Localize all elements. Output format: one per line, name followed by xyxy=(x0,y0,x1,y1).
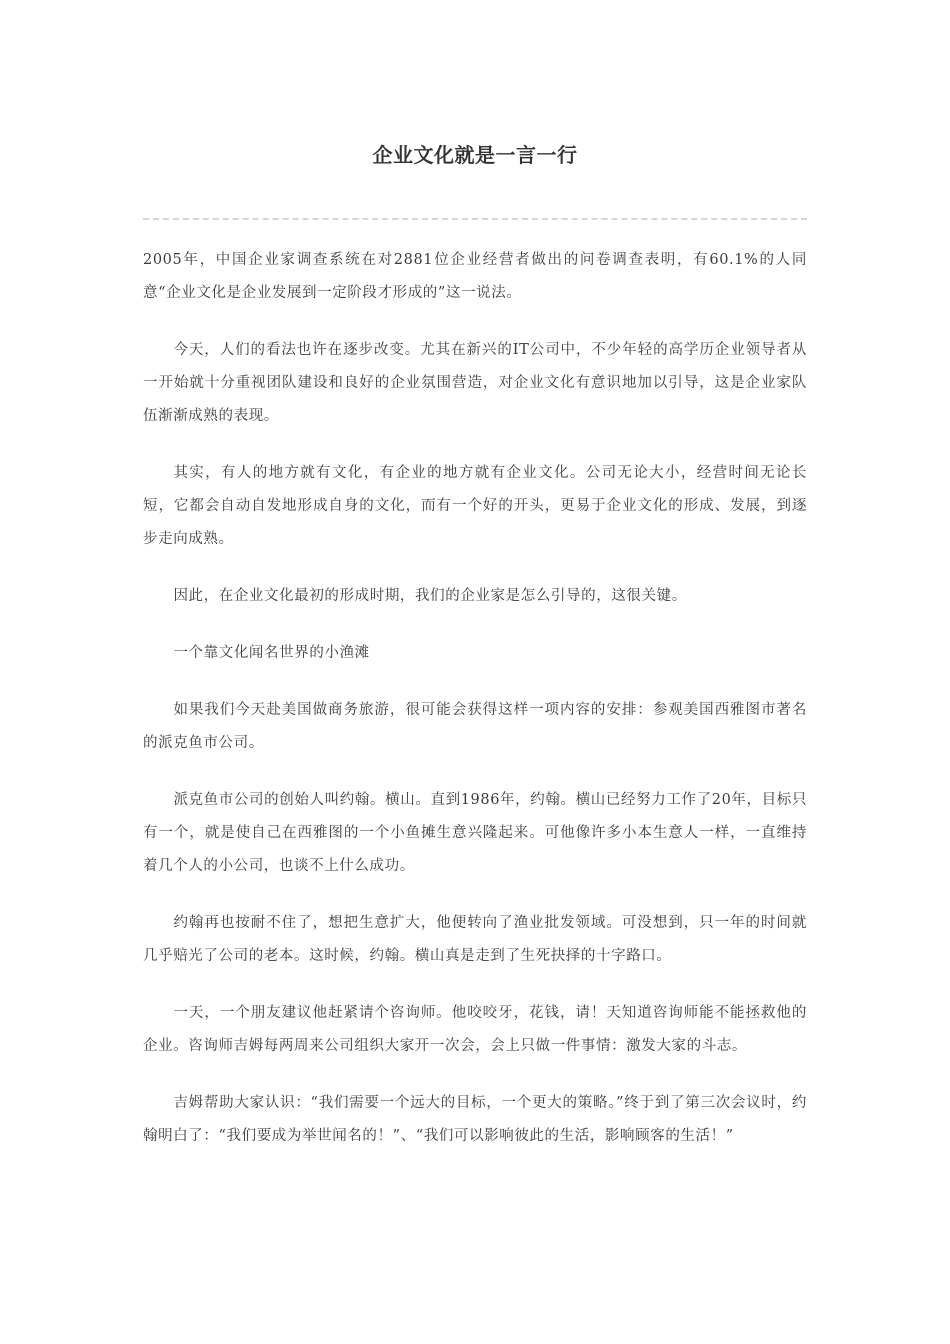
paragraph: 一天，一个朋友建议他赶紧请个咨询师。他咬咬牙，花钱，请！天知道咨询师能不能拯救他的企业。咨询师吉姆每两周来公司组织大家开一次会，会上只做一件事情：激发大家的斗志。 xyxy=(143,1005,807,1054)
paragraph: 派克鱼市公司的创始人叫约翰。横山。直到1986年，约翰。横山已经努力工作了20年，目标只有一个，就是使自己在西雅图的一个小鱼摊生意兴隆起来。可他像许多小本生意人一样，一直维持着几个人的小公司，也谈不上什么成功。 xyxy=(143,792,807,874)
paragraph: 约翰再也按耐不住了，想把生意扩大，他便转向了渔业批发领域。可没想到，只一年的时间就几乎赔光了公司的老本。这时候，约翰。横山真是走到了生死抉择的十字路口。 xyxy=(143,915,807,964)
dashed-divider xyxy=(143,218,807,220)
paragraph: 如果我们今天赴美国做商务旅游，很可能会获得这样一项内容的安排：参观美国西雅图市著名的派克鱼市公司。 xyxy=(143,702,807,751)
paragraph: 因此，在企业文化最初的形成时期，我们的企业家是怎么引导的，这很关键。 xyxy=(173,588,687,604)
paragraph: 2005年，中国企业家调查系统在对2881位企业经营者做出的问卷调查表明，有60.1%的人同意“企业文化是企业发展到一定阶段才形成的”这一说法。 xyxy=(143,252,807,301)
section-subheading: 一个靠文化闻名世界的小渔滩 xyxy=(173,645,370,661)
document-title: 企业文化就是一言一行 xyxy=(372,143,578,167)
paragraph: 今天，人们的看法也许在逐步改变。尤其在新兴的IT公司中，不少年轻的高学历企业领导者从一开始就十分重视团队建设和良好的企业氛围营造，对企业文化有意识地加以引导，这是企业家队伍渐渐成熟的表现。 xyxy=(143,342,807,424)
paragraph: 吉姆帮助大家认识：“我们需要一个远大的目标，一个更大的策略。”终于到了第三次会议时，约翰明白了：“我们要成为举世闻名的！”、“我们可以影响彼此的生活，影响顾客的生活！” xyxy=(143,1095,807,1144)
paragraph: 其实，有人的地方就有文化，有企业的地方就有企业文化。公司无论大小，经营时间无论长短，它都会自动自发地形成自身的文化，而有一个好的开头，更易于企业文化的形成、发展，到逐步走向成熟。 xyxy=(143,465,807,547)
document-body xyxy=(143,244,807,1177)
